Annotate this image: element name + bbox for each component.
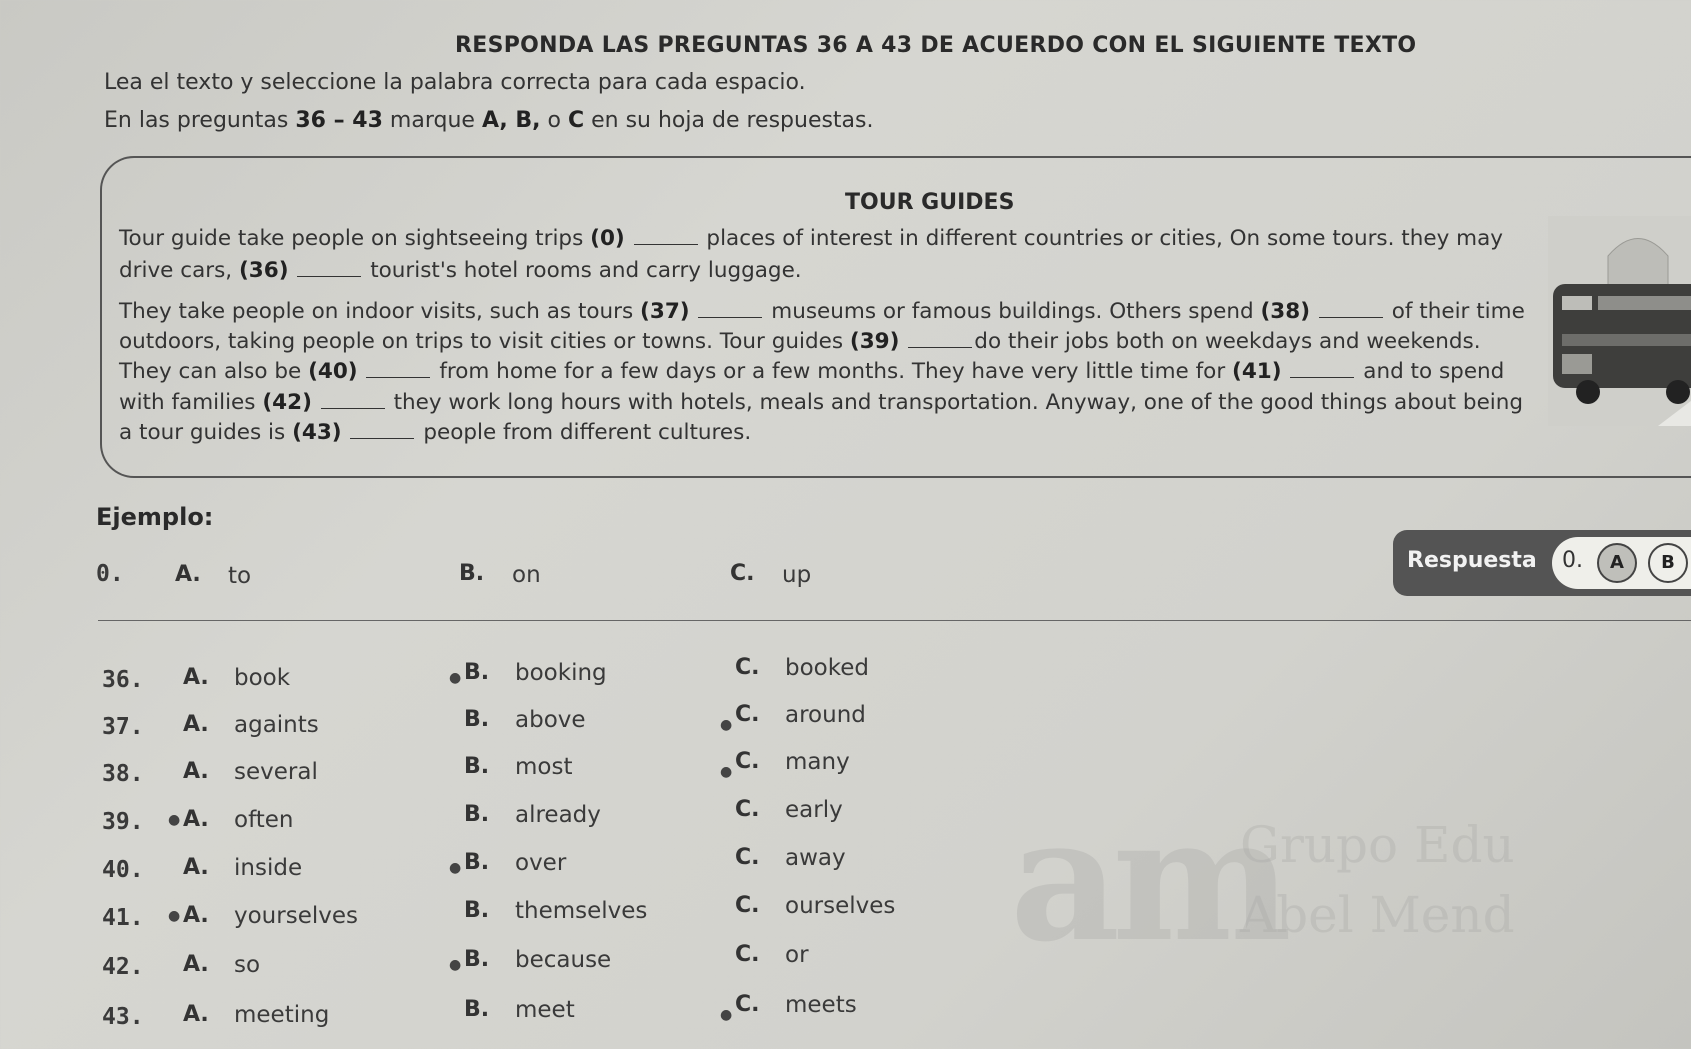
p3a: They take people on indoor visits, such as tours [119, 299, 641, 324]
instruction-line-1: Lea el texto y seleccione la palabra correcta para cada espacio. [104, 70, 806, 95]
option-letter[interactable]: C. [735, 749, 760, 774]
instr-letters: A, B, [481, 108, 541, 133]
option-text[interactable]: againts [234, 712, 319, 738]
p5a: They can also be [119, 359, 309, 384]
p1b: places of interest in different countries or cities, On some tours. they may [699, 226, 1503, 251]
instr-c: C [567, 108, 585, 133]
instruction-line-2 [104, 108, 874, 133]
option-letter[interactable]: A. [183, 1002, 209, 1027]
blank [350, 438, 414, 439]
option-letter[interactable]: B. [464, 660, 490, 685]
option-text[interactable]: meet [515, 997, 575, 1023]
answer-number: 0. [1562, 548, 1583, 573]
option-letter[interactable]: A. [183, 855, 209, 880]
option-text[interactable]: above [515, 707, 586, 733]
option-letter[interactable]: C. [735, 942, 760, 967]
option-text[interactable]: meeting [234, 1002, 330, 1028]
option-letter[interactable]: B. [464, 947, 490, 972]
option-letter[interactable]: A. [183, 759, 209, 784]
option-text[interactable]: themselves [515, 898, 648, 924]
p7n: (43) [292, 420, 342, 445]
option-text[interactable]: around [785, 702, 866, 728]
example-number: 0. [96, 561, 124, 587]
p6n: (42) [262, 390, 312, 415]
option-text[interactable]: often [234, 807, 294, 833]
blank [634, 244, 698, 245]
answer-bubble-b[interactable]: B [1648, 543, 1688, 583]
option-letter[interactable]: C. [735, 992, 760, 1017]
option-letter[interactable]: C. [735, 797, 760, 822]
option-text[interactable]: yourselves [234, 903, 358, 929]
blank [698, 317, 762, 318]
p3n2: (38) [1260, 299, 1311, 324]
example-option-b-letter: B. [459, 561, 485, 586]
p4a: outdoors, taking people on trips to visit cities or towns. Tour guides [119, 329, 850, 354]
example-label: Ejemplo: [96, 503, 214, 531]
p2b: tourist's hotel rooms and carry luggage. [363, 258, 802, 283]
passage-line-4 [119, 329, 1481, 354]
p2a: drive cars, [119, 258, 239, 283]
p7a: a tour guides is [119, 420, 293, 445]
option-letter[interactable]: B. [464, 997, 490, 1022]
question-number: 43. [102, 1004, 144, 1030]
blank [297, 276, 361, 277]
p6b: they work long hours with hotels, meals and transportation. Anyway, one of the good things about being [386, 390, 1524, 415]
option-letter[interactable]: B. [464, 898, 490, 923]
option-text[interactable]: book [234, 665, 291, 691]
pencil-mark-icon: ● [720, 717, 733, 733]
blank [1290, 377, 1354, 378]
p7b: people from different cultures. [416, 420, 752, 445]
option-text[interactable]: most [515, 754, 573, 780]
question-number: 37. [102, 714, 144, 740]
option-text[interactable]: meets [785, 992, 857, 1018]
pencil-mark-icon: ● [168, 812, 181, 828]
p1n: (0) [590, 226, 625, 251]
option-text[interactable]: several [234, 759, 318, 785]
instr-suffix: en su hoja de respuestas. [584, 108, 874, 133]
option-text[interactable]: so [234, 952, 261, 978]
option-letter[interactable]: C. [735, 845, 760, 870]
pencil-mark-icon: ● [720, 1007, 733, 1023]
passage-line-1 [119, 226, 1503, 251]
pencil-mark-icon: ● [449, 957, 462, 973]
question-number: 38. [102, 761, 144, 787]
option-text[interactable]: booked [785, 655, 869, 681]
option-text[interactable]: many [785, 749, 850, 775]
option-text[interactable]: inside [234, 855, 303, 881]
option-letter[interactable]: A. [183, 712, 209, 737]
option-text[interactable]: over [515, 850, 567, 876]
option-letter[interactable]: A. [183, 903, 209, 928]
option-text[interactable]: booking [515, 660, 607, 686]
option-letter[interactable]: B. [464, 707, 490, 732]
p4b: do their jobs both on weekdays and weekends. [974, 329, 1481, 354]
pencil-mark-icon: ● [168, 908, 181, 924]
option-text[interactable]: away [785, 845, 846, 871]
option-letter[interactable]: A. [183, 952, 209, 977]
example-option-a-letter: A. [175, 562, 201, 587]
passage-line-3 [119, 299, 1525, 324]
answer-bubble-a[interactable]: A [1597, 543, 1637, 583]
double-decker-bus-illustration [1548, 216, 1691, 426]
blank [321, 408, 385, 409]
p3b: museums or famous buildings. Others spend [764, 299, 1261, 324]
option-text[interactable]: ourselves [785, 893, 896, 919]
passage-line-6 [119, 390, 1523, 415]
option-letter[interactable]: A. [183, 665, 209, 690]
p6a: with families [119, 390, 263, 415]
question-number: 39. [102, 809, 144, 835]
example-option-b-text: on [512, 562, 541, 588]
option-text[interactable]: early [785, 797, 843, 823]
option-letter[interactable]: B. [464, 802, 490, 827]
blank [1319, 317, 1383, 318]
instr-prefix: En las preguntas [104, 108, 296, 133]
option-letter[interactable]: C. [735, 893, 760, 918]
pencil-mark-icon: ● [720, 764, 733, 780]
option-letter[interactable]: B. [464, 754, 490, 779]
watermark-text: Grupo Edu Abel Mend [1240, 816, 1515, 944]
section-divider [98, 620, 1691, 621]
passage-line-5 [119, 359, 1504, 384]
instr-or: o [540, 108, 568, 133]
p3n: (37) [640, 299, 690, 324]
question-number: 36. [102, 667, 144, 693]
option-letter[interactable]: C. [735, 702, 760, 727]
watermark-logo: am [1010, 780, 1285, 980]
blank [366, 377, 430, 378]
question-number: 42. [102, 954, 144, 980]
passage-line-7 [119, 420, 751, 445]
option-letter[interactable]: C. [735, 655, 760, 680]
page-heading: RESPONDA LAS PREGUNTAS 36 A 43 DE ACUERDO CON EL SIGUIENTE TEXTO [455, 33, 1417, 58]
passage-line-2 [119, 258, 802, 283]
p5n: (40) [308, 359, 358, 384]
instr-range: 36 – 43 [295, 108, 383, 133]
p5b: from home for a few days or a few months. They have very little time for [432, 359, 1233, 384]
example-option-c-letter: C. [730, 561, 755, 586]
p1a: Tour guide take people on sightseeing trips [119, 226, 591, 251]
p2n: (36) [238, 258, 289, 283]
option-letter[interactable]: A. [183, 807, 209, 832]
p4n: (39) [849, 329, 900, 354]
pencil-mark-icon: ● [449, 860, 462, 876]
option-text[interactable]: because [515, 947, 612, 973]
p3c: of their time [1384, 299, 1525, 324]
blank [908, 347, 972, 348]
answer-label: Respuesta [1407, 548, 1537, 573]
option-text[interactable]: already [515, 802, 601, 828]
pencil-mark-icon: ● [449, 670, 462, 686]
option-letter[interactable]: B. [464, 850, 490, 875]
p5c: and to spend [1356, 359, 1505, 384]
instr-mid: marque [382, 108, 482, 133]
example-option-c-text: up [782, 562, 812, 588]
passage-title: TOUR GUIDES [845, 190, 1015, 215]
option-text[interactable]: or [785, 942, 809, 968]
p5n2: (41) [1232, 359, 1282, 384]
example-option-a-text: to [228, 563, 252, 589]
question-number: 41. [102, 905, 144, 931]
question-number: 40. [102, 857, 144, 883]
